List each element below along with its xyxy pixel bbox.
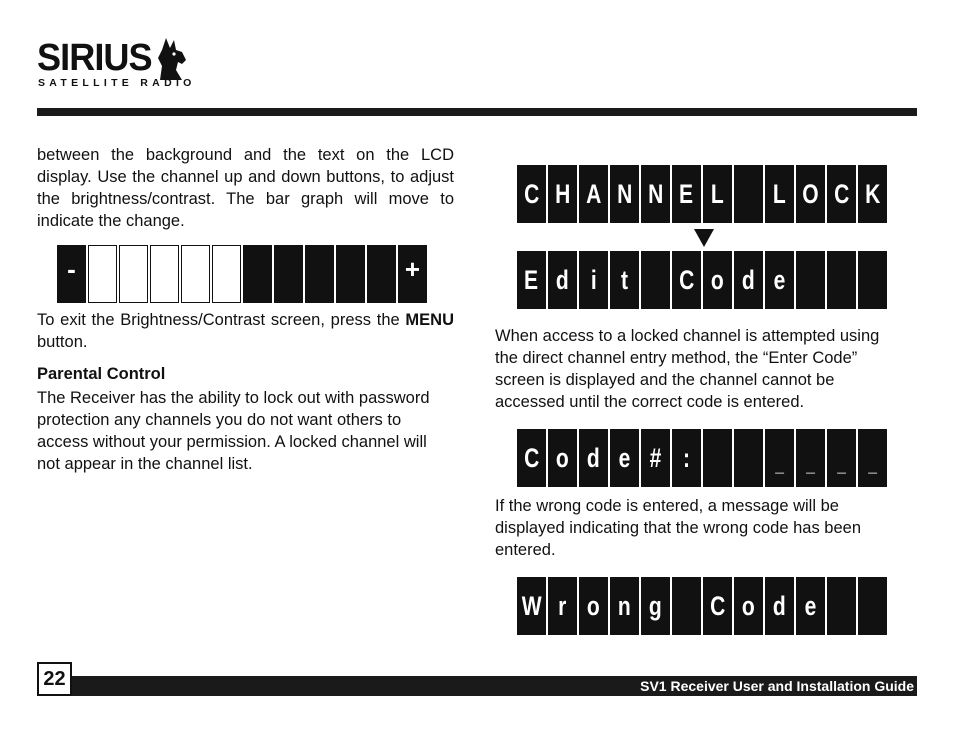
lcd-char-cell: [610, 429, 639, 487]
lcd-char-cell: [672, 165, 701, 223]
lcd-char: d: [587, 442, 600, 473]
lcd-char: _: [806, 454, 815, 476]
bar-segment: [119, 245, 148, 303]
lcd-char: N: [647, 178, 664, 209]
bar-minus-label: -: [67, 253, 76, 284]
lcd-char: L: [711, 178, 724, 209]
lcd-channel-lock: [517, 165, 887, 223]
lcd-char-cell: [796, 577, 825, 635]
menu-keyword: MENU: [405, 311, 454, 329]
page-number: 22: [37, 662, 72, 696]
lcd-char: H: [554, 178, 571, 209]
bar-segment: [367, 245, 396, 303]
lcd-char-cell: [517, 251, 546, 309]
lcd-code-entry: [517, 429, 887, 487]
lcd-char-cell: [579, 165, 608, 223]
lcd-char-cell: [641, 165, 670, 223]
exit-text-end: button.: [37, 333, 88, 351]
bar-segment: [336, 245, 365, 303]
lcd-char: _: [775, 454, 784, 476]
lcd-char: :: [682, 442, 691, 473]
logo-wordmark: SIRIUS: [37, 37, 152, 79]
bar-segment: [150, 245, 179, 303]
lcd-char-cell: [703, 165, 732, 223]
lcd-char-cell: [641, 429, 670, 487]
lcd-char: t: [620, 264, 629, 295]
lcd-char: _: [837, 454, 846, 476]
lcd-char: A: [585, 178, 602, 209]
lcd-char-cell: [672, 429, 701, 487]
lcd-char-cell: [827, 429, 856, 487]
lcd-char-cell: [548, 577, 577, 635]
lcd-char: C: [523, 442, 540, 473]
lcd-char: d: [742, 264, 755, 295]
lcd-char-cell: [827, 577, 856, 635]
bar-segment: [181, 245, 210, 303]
lcd-char: i: [590, 264, 597, 295]
lcd-char: E: [679, 178, 694, 209]
lcd-char: o: [587, 590, 600, 621]
guide-title: SV1 Receiver User and Installation Guide: [72, 676, 917, 696]
parental-control-heading: Parental Control: [37, 365, 166, 383]
lcd-char: O: [802, 178, 819, 209]
lcd-char-cell: [672, 251, 701, 309]
lcd-char-cell: [765, 165, 794, 223]
lcd-char-cell: [703, 429, 732, 487]
lcd-char-cell: [517, 577, 546, 635]
lcd-char-cell: [765, 429, 794, 487]
lcd-char: C: [709, 590, 726, 621]
lcd-char-cell: [610, 165, 639, 223]
bar-segment: [243, 245, 272, 303]
lcd-char-cell: [703, 577, 732, 635]
bar-minus: [57, 245, 86, 303]
lcd-char-cell: [548, 251, 577, 309]
lcd-char-cell: [610, 251, 639, 309]
lcd-edit-code: [517, 251, 887, 309]
lcd-char-cell: [796, 165, 825, 223]
lcd-char-cell: [703, 251, 732, 309]
dog-icon: [152, 36, 192, 80]
lcd-char-cell: [858, 165, 887, 223]
lcd-char: W: [521, 590, 542, 621]
brightness-paragraph: between the background and the text on the LCD display. Use the channel up and down buttons, to adjust the brightness/contrast. The bar graph will move to indicate the change.: [37, 146, 454, 230]
lcd-char-cell: [765, 577, 794, 635]
lcd-wrong-code: [517, 577, 887, 635]
lcd-char: n: [618, 590, 631, 621]
lcd-char: _: [868, 454, 877, 476]
lcd-char-cell: [579, 251, 608, 309]
lcd-char-cell: [827, 251, 856, 309]
lcd-char: e: [804, 590, 817, 621]
lcd-char: e: [618, 442, 631, 473]
lcd-char-cell: [548, 429, 577, 487]
lcd-char-cell: [858, 429, 887, 487]
exit-text: To exit the Brightness/Contrast screen, press the: [37, 311, 406, 329]
lcd-char-cell: [796, 429, 825, 487]
parental-control-paragraph: The Receiver has the ability to lock out with password protection any channels you do not want others to access without your permission. A locked channel will not appear in the channel list.: [37, 389, 430, 473]
lcd-char: o: [711, 264, 724, 295]
lcd-char-cell: [796, 251, 825, 309]
wrong-code-paragraph: If the wrong code is entered, a message will be displayed indicating that the wrong code has been entered.: [495, 497, 862, 559]
lcd-char: o: [556, 442, 569, 473]
lcd-char-cell: [672, 577, 701, 635]
lcd-char: o: [742, 590, 755, 621]
lcd-char: d: [556, 264, 569, 295]
bar-segment: [274, 245, 303, 303]
lcd-char: N: [616, 178, 633, 209]
enter-code-paragraph: When access to a locked channel is attempted using the direct channel entry method, the “Enter Code” screen is displayed and the channel cannot be accessed until the correct code is entered.: [495, 327, 880, 411]
lcd-char-cell: [734, 429, 763, 487]
lcd-char-cell: [579, 429, 608, 487]
lcd-char: g: [649, 590, 662, 621]
lcd-char-cell: [734, 251, 763, 309]
bar-segment: [305, 245, 334, 303]
lcd-char: r: [558, 590, 567, 621]
lcd-char-cell: [548, 165, 577, 223]
lcd-char: e: [773, 264, 786, 295]
lcd-char: C: [523, 178, 540, 209]
lcd-char-cell: [858, 251, 887, 309]
header-rule: [37, 108, 917, 116]
down-arrow-icon: [694, 229, 714, 247]
lcd-char-cell: [641, 251, 670, 309]
lcd-char-cell: [641, 577, 670, 635]
lcd-char-cell: [734, 577, 763, 635]
lcd-char: #: [649, 442, 662, 473]
lcd-char-cell: [765, 251, 794, 309]
lcd-char: d: [773, 590, 786, 621]
lcd-char-cell: [579, 577, 608, 635]
lcd-char: C: [833, 178, 850, 209]
lcd-char-cell: [517, 429, 546, 487]
lcd-char-cell: [858, 577, 887, 635]
bar-segment: [212, 245, 241, 303]
logo-tagline: SATELLITE RADIO: [38, 77, 196, 89]
exit-paragraph: [37, 309, 454, 353]
lcd-char-cell: [517, 165, 546, 223]
sirius-logo: [37, 36, 197, 92]
lcd-char-cell: [734, 165, 763, 223]
lcd-char: K: [864, 178, 881, 209]
lcd-char: E: [524, 264, 539, 295]
bar-plus: [398, 245, 427, 303]
bar-segment: [88, 245, 117, 303]
lcd-char-cell: [610, 577, 639, 635]
lcd-char-cell: [827, 165, 856, 223]
bar-plus-label: +: [404, 253, 421, 284]
brightness-bar-graph: [57, 245, 427, 303]
lcd-char: C: [678, 264, 695, 295]
lcd-char: L: [773, 178, 786, 209]
